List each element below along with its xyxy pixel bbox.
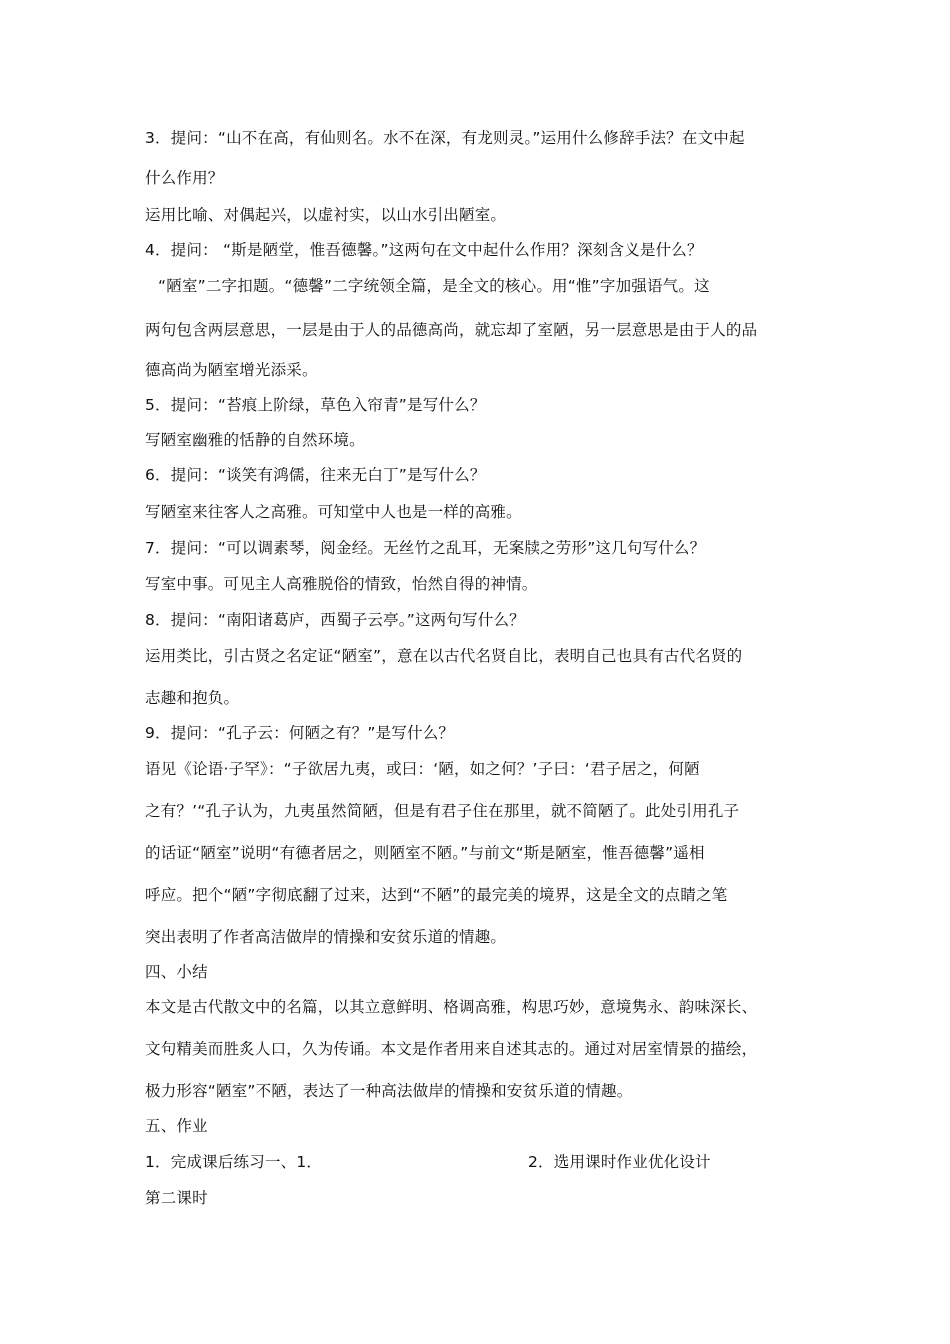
section-homework-heading: 五、作业 [145,1117,208,1135]
answer-8-line-2: 志趣和抱负。 [145,689,240,707]
answer-7: 写室中事。可见主人高雅脱俗的情致，怡然自得的神情。 [145,575,538,593]
answer-9-line-2: 之有？’“孔子认为，九夷虽然简陋，但是有君子住在那里，就不简陋了。此处引用孔子 [145,802,740,820]
answer-5: 写陋室幽雅的恬静的自然环境。 [145,431,365,449]
question-7: 7．提问：“可以调素琴，阅金经。无丝竹之乱耳，无案牍之劳形”这几句写什么？ [145,539,706,557]
answer-4-line-3: 德高尚为陋室增光添采。 [145,361,318,379]
question-6: 6．提问：“谈笑有鸿儒，往来无白丁”是写什么？ [145,466,486,484]
answer-4-line-2: 两句包含两层意思，一层是由于人的品德高尚，就忘却了室陋，另一层意思是由于人的品 [145,321,758,339]
summary-line-2: 文句精美而胜炙人口，久为传诵。本文是作者用来自述其志的。通过对居室情景的描绘， [145,1040,758,1058]
answer-9-line-5: 突出表明了作者高洁做岸的情操和安贫乐道的情趣。 [145,928,507,946]
homework-item-1: 1．完成课后练习一、1． [145,1153,323,1171]
answer-9-line-4: 呼应。把个“陋”字彻底翻了过来，达到“不陋”的最完美的境界，这是全文的点睛之笔 [145,886,728,904]
question-5: 5．提问：“苔痕上阶绿，草色入帘青”是写什么？ [145,396,486,414]
answer-8-line-1: 运用类比，引古贤之名定证“陋室”，意在以古代名贤自比，表明自己也具有古代名贤的 [145,647,743,665]
second-lesson-heading: 第二课时 [145,1189,208,1207]
section-summary-heading: 四、小结 [145,963,208,981]
answer-9-line-1: 语见《论语·子罕》：“子欲居九夷，或曰：‘陋，如之何？’子曰：‘君子居之，何陋 [145,760,700,778]
answer-9-line-3: 的话证“陋室”说明“有德者居之，则陋室不陋。”与前文“斯是陋室，惟吾德馨”遥相 [145,844,705,862]
homework-item-2: 2．选用课时作业优化设计 [528,1153,711,1171]
answer-4-line-1: “陋室”二字扣题。“德馨”二字统领全篇，是全文的核心。用“惟”字加强语气。这 [158,277,710,295]
summary-line-3: 极力形容“陋室”不陋，表达了一种高法做岸的情操和安贫乐道的情趣。 [145,1082,633,1100]
question-3: 3．提问：“山不在高，有仙则名。水不在深，有龙则灵。”运用什么修辞手法？在文中起 [145,129,745,147]
question-3-cont: 什么作用？ [145,169,224,187]
question-9: 9．提问：“孔子云：何陋之有？”是写什么？ [145,724,455,742]
answer-6: 写陋室来往客人之高雅。可知堂中人也是一样的高雅。 [145,503,522,521]
summary-line-1: 本文是古代散文中的名篇，以其立意鲜明、格调高雅，构思巧妙，意境隽永、韵味深长、 [145,998,758,1016]
answer-3: 运用比喻、对偶起兴，以虚衬实，以山水引出陋室。 [145,206,507,224]
question-8: 8．提问：“南阳诸葛庐，西蜀子云亭。”这两句写什么？ [145,611,525,629]
question-4: 4．提问： “斯是陋堂，惟吾德馨。”这两句在文中起什么作用？深刻含义是什么？ [145,241,703,259]
